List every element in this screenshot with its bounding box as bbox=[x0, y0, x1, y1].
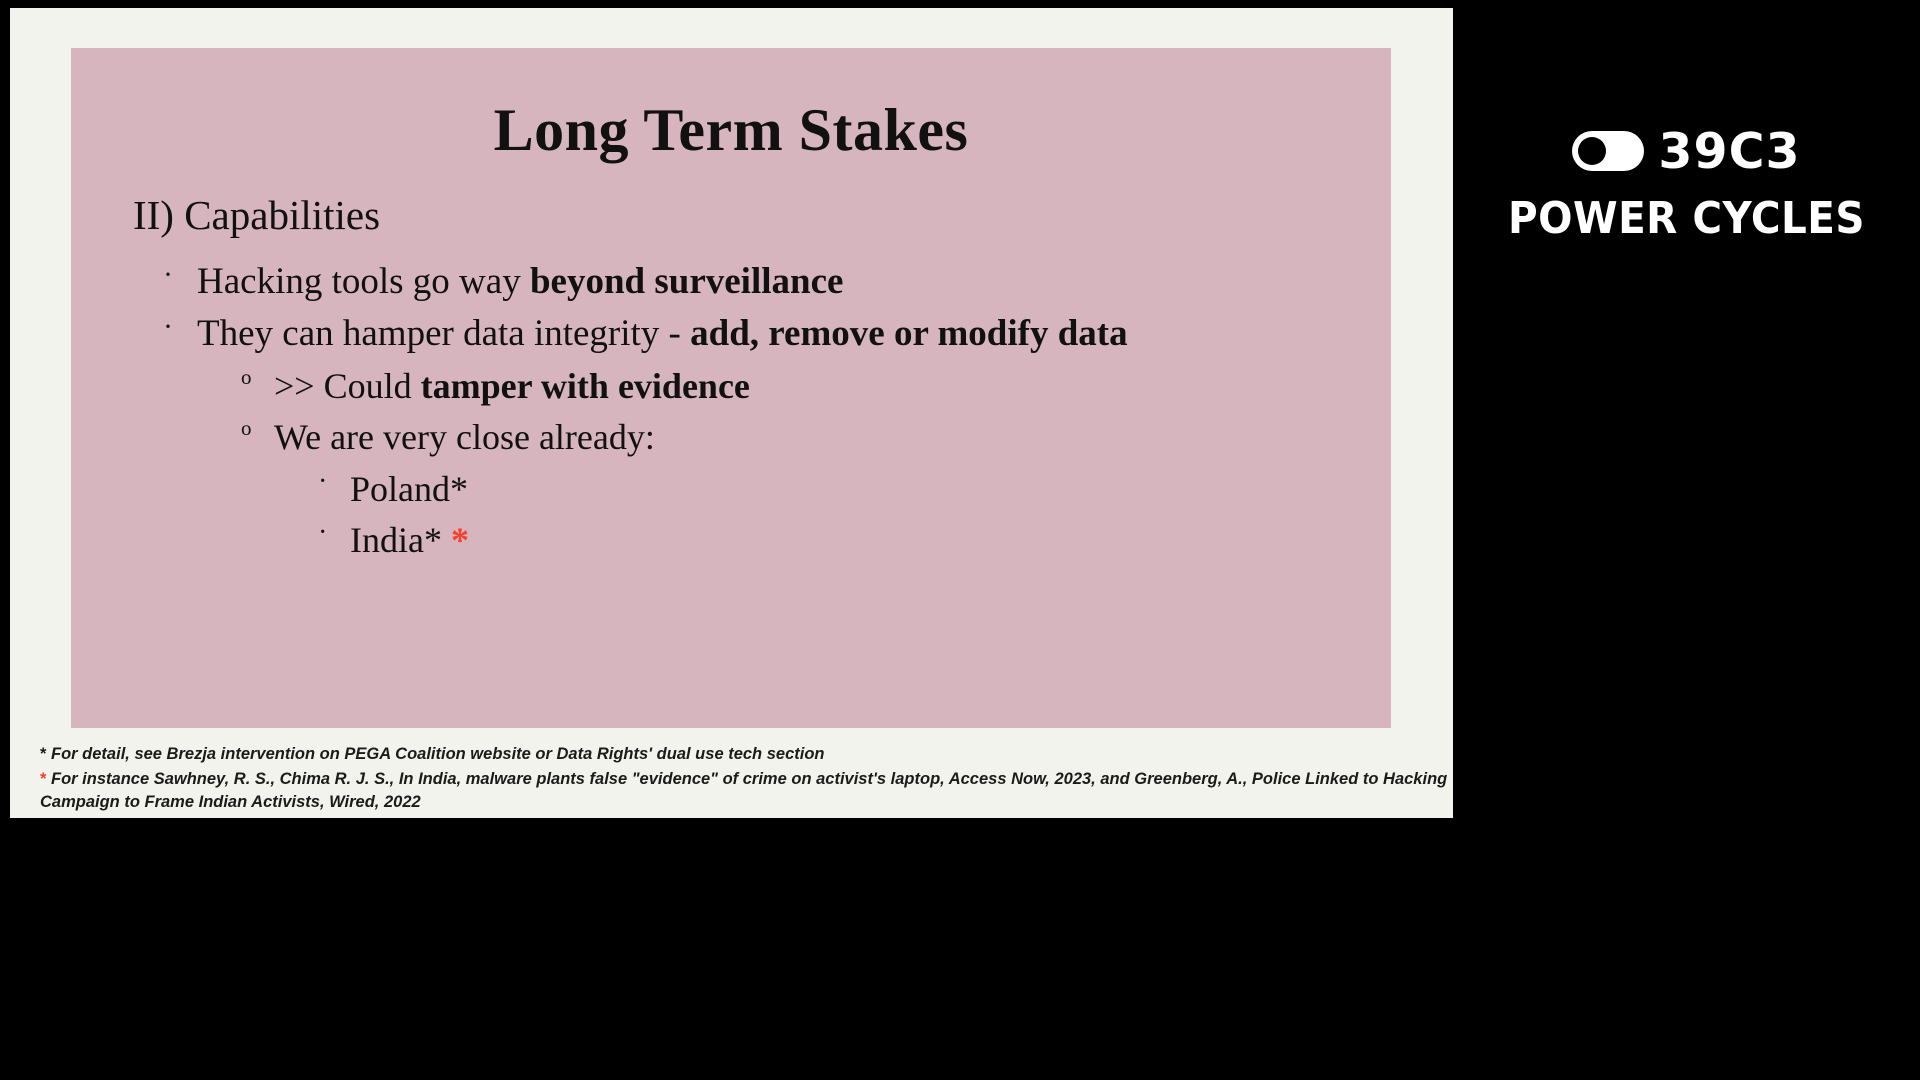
bullet-item bbox=[163, 309, 1357, 565]
bullet-marker-icon: · bbox=[163, 258, 173, 291]
bullet-list-level-2 bbox=[197, 362, 1357, 564]
bullet-text-bold: add, remove or modify data bbox=[690, 313, 1128, 355]
bullet-text-bold: beyond surveillance bbox=[529, 261, 844, 302]
bullet-marker-icon: o bbox=[241, 415, 252, 440]
bullet-item bbox=[241, 362, 1357, 410]
bullet-list-level-3 bbox=[274, 465, 1357, 565]
bullet-text: They can hamper data integrity - bbox=[197, 313, 691, 355]
bullet-item bbox=[318, 465, 1357, 514]
footnote-marker-red: * bbox=[450, 519, 469, 560]
bullet-marker-icon: · bbox=[318, 465, 328, 497]
slide-title: Long Term Stakes bbox=[493, 97, 969, 163]
event-logo-text: 39C3 bbox=[1658, 122, 1801, 180]
slide-frame bbox=[10, 8, 1453, 818]
bullet-text-bold: tamper with evidence bbox=[420, 366, 750, 407]
bullet-text: >> Could bbox=[274, 366, 421, 407]
footnote-item bbox=[40, 743, 1450, 766]
footnote-marker-black: * bbox=[40, 745, 47, 763]
footnote-item bbox=[40, 768, 1450, 814]
event-branding bbox=[1453, 122, 1920, 244]
right-sidebar bbox=[1453, 0, 1920, 1080]
bullet-item bbox=[318, 516, 1357, 565]
bullet-text: India* bbox=[350, 519, 442, 560]
slide-section-heading: II) Capabilities bbox=[133, 192, 381, 238]
footnote-marker-red: * bbox=[40, 769, 47, 788]
event-tagline: POWER CYCLES bbox=[1507, 193, 1866, 244]
bullet-marker-icon: o bbox=[241, 365, 252, 390]
bullet-marker-icon: · bbox=[318, 516, 328, 548]
bullet-text: We are very close already: bbox=[274, 416, 655, 457]
bullet-marker-icon: · bbox=[163, 310, 173, 344]
bullet-text: Poland* bbox=[350, 468, 469, 509]
logo-row bbox=[1453, 122, 1920, 180]
toggle-switch-icon bbox=[1572, 131, 1644, 171]
footnote-text: For instance Sawhney, R. S., Chima R. J. S., In India, malware plants false "evidence" of crime on activist's laptop, Access Now, 2023, and Greenberg, A., Police Linked to Hacking Campaign to Frame Indian Activists, Wired, 2022 bbox=[40, 769, 1448, 811]
footnote-text: For detail, see Brezja intervention on PEGA Coalition website or Data Rights' dual use tech section bbox=[51, 745, 825, 763]
slide-content bbox=[71, 48, 1391, 728]
bullet-list-level-1 bbox=[105, 257, 1357, 565]
bullet-item bbox=[163, 257, 1357, 306]
bullet-text: Hacking tools go way bbox=[197, 261, 530, 302]
bullet-item bbox=[241, 413, 1357, 565]
footnotes bbox=[40, 743, 1450, 815]
